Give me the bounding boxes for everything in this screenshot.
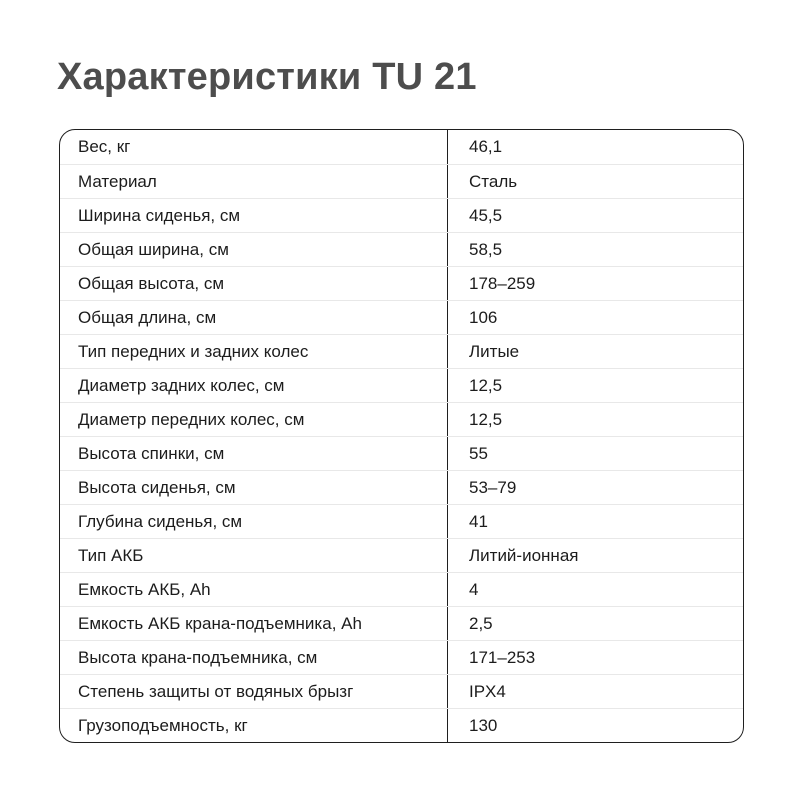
spec-label: Ширина сиденья, см xyxy=(78,205,241,225)
spec-label: Общая длина, см xyxy=(78,307,217,327)
spec-label: Общая высота, см xyxy=(78,273,225,293)
spec-value-cell xyxy=(447,199,743,232)
spec-label: Вес, кг xyxy=(78,137,131,156)
spec-label: Диаметр задних колес, см xyxy=(78,375,285,395)
spec-value: 12,5 xyxy=(469,375,503,395)
spec-value-cell xyxy=(447,505,743,538)
spec-value: 4 xyxy=(469,579,479,599)
spec-value-cell xyxy=(447,709,743,742)
table-row xyxy=(60,164,743,198)
spec-label-cell xyxy=(60,675,447,708)
spec-label-cell xyxy=(60,199,447,232)
spec-value: 45,5 xyxy=(469,205,503,225)
spec-label: Общая ширина, см xyxy=(78,239,229,259)
spec-label-cell xyxy=(60,267,447,300)
spec-value: 106 xyxy=(469,307,498,327)
spec-label-cell xyxy=(60,130,447,164)
spec-value-cell xyxy=(447,573,743,606)
spec-label-cell xyxy=(60,437,447,470)
spec-value-cell xyxy=(447,165,743,198)
spec-label-cell xyxy=(60,233,447,266)
spec-label: Глубина сиденья, см xyxy=(78,511,243,531)
spec-label: Емкость АКБ, Ah xyxy=(78,579,211,599)
spec-value: 53–79 xyxy=(469,477,517,497)
spec-value-cell xyxy=(447,641,743,674)
spec-value-cell xyxy=(447,539,743,572)
spec-value-cell xyxy=(447,471,743,504)
spec-table-body xyxy=(60,130,743,742)
spec-label-cell xyxy=(60,539,447,572)
table-row xyxy=(60,572,743,606)
spec-value: IPX4 xyxy=(469,681,506,701)
table-row xyxy=(60,436,743,470)
spec-label: Материал xyxy=(78,171,157,191)
table-row xyxy=(60,198,743,232)
spec-label: Грузоподъемность, кг xyxy=(78,715,248,735)
spec-value: 178–259 xyxy=(469,273,536,293)
spec-label-cell xyxy=(60,335,447,368)
spec-label: Высота спинки, см xyxy=(78,443,225,463)
table-row xyxy=(60,708,743,742)
spec-value-cell xyxy=(447,437,743,470)
spec-label: Емкость АКБ крана-подъемника, Ah xyxy=(78,613,362,633)
spec-table xyxy=(59,129,744,743)
spec-label-cell xyxy=(60,165,447,198)
spec-value: Сталь xyxy=(469,171,518,191)
spec-label: Тип передних и задних колес xyxy=(78,341,309,361)
table-row xyxy=(60,538,743,572)
spec-label: Диаметр передних колес, см xyxy=(78,409,305,429)
table-row xyxy=(60,300,743,334)
spec-label-cell xyxy=(60,369,447,402)
spec-label-cell xyxy=(60,641,447,674)
table-row xyxy=(60,606,743,640)
spec-value: Литые xyxy=(469,341,520,361)
spec-label: Высота сиденья, см xyxy=(78,477,236,497)
spec-value-cell xyxy=(447,369,743,402)
spec-value: 12,5 xyxy=(469,409,503,429)
spec-value-cell xyxy=(447,267,743,300)
spec-value: 130 xyxy=(469,715,498,735)
spec-label-cell xyxy=(60,505,447,538)
spec-value-cell xyxy=(447,301,743,334)
table-row xyxy=(60,674,743,708)
spec-value-cell xyxy=(447,335,743,368)
table-row xyxy=(60,334,743,368)
spec-value-cell xyxy=(447,607,743,640)
spec-value: Литий-ионная xyxy=(469,545,579,565)
spec-value: 2,5 xyxy=(469,613,493,633)
spec-label-cell xyxy=(60,573,447,606)
spec-value: 171–253 xyxy=(469,647,536,667)
spec-label-cell xyxy=(60,471,447,504)
table-row xyxy=(60,130,743,164)
table-row xyxy=(60,470,743,504)
spec-value-cell xyxy=(447,233,743,266)
page-title: Характеристики TU 21 xyxy=(57,56,477,98)
spec-label-cell xyxy=(60,709,447,742)
table-row xyxy=(60,232,743,266)
table-row xyxy=(60,504,743,538)
spec-value-cell xyxy=(447,130,743,164)
spec-label-cell xyxy=(60,403,447,436)
table-row xyxy=(60,266,743,300)
spec-value-cell xyxy=(447,403,743,436)
spec-label: Степень защиты от водяных брызг xyxy=(78,681,354,701)
spec-value: 46,1 xyxy=(469,137,503,156)
spec-value: 55 xyxy=(469,443,488,463)
table-row xyxy=(60,402,743,436)
spec-label: Высота крана-подъемника, см xyxy=(78,647,318,667)
spec-value: 58,5 xyxy=(469,239,503,259)
spec-label: Тип АКБ xyxy=(78,545,144,565)
table-row xyxy=(60,640,743,674)
spec-label-cell xyxy=(60,607,447,640)
spec-value: 41 xyxy=(469,511,488,531)
spec-label-cell xyxy=(60,301,447,334)
spec-value-cell xyxy=(447,675,743,708)
table-row xyxy=(60,368,743,402)
